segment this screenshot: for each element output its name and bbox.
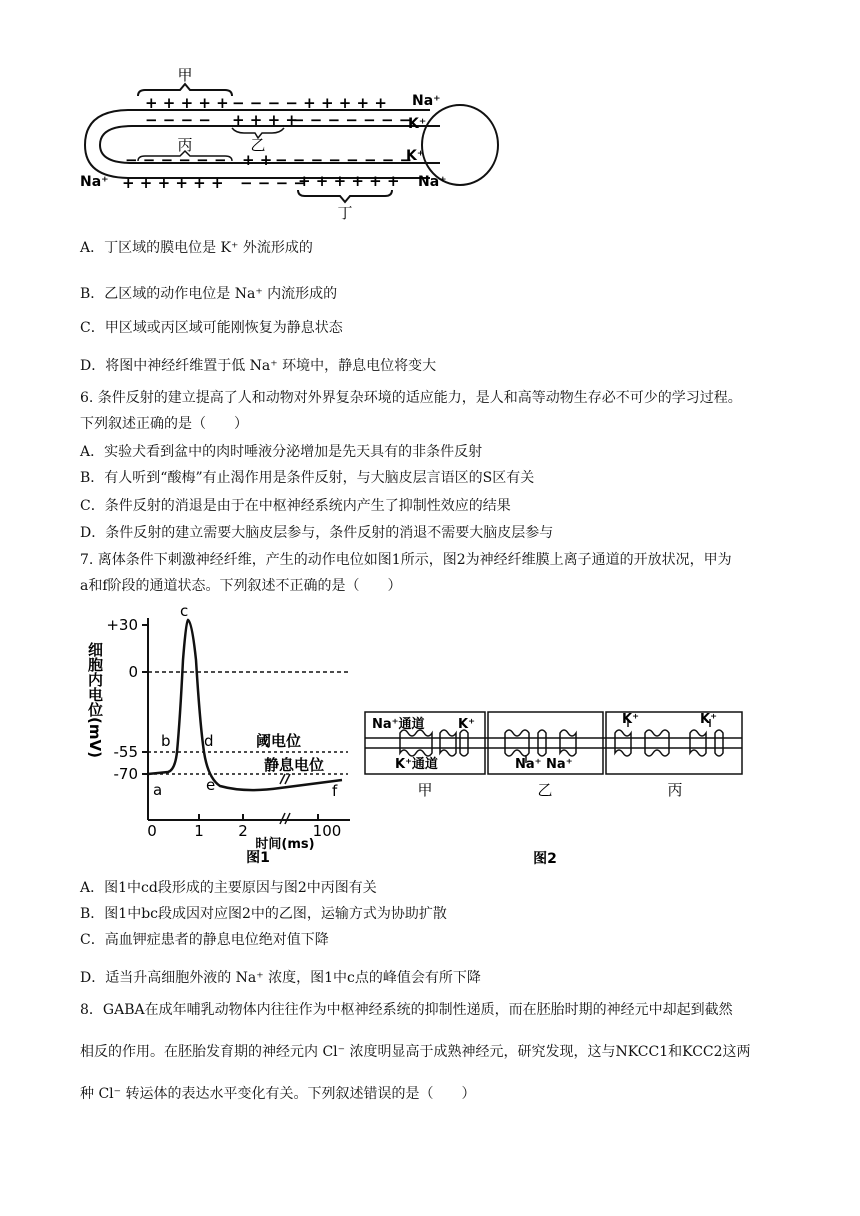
point-e: e [206, 776, 216, 794]
label-ding: 丁 [337, 204, 353, 222]
q5-option-c: C．甲区域或丙区域可能刚恢复为静息状态 [80, 320, 343, 336]
ytick-30: +30 [106, 616, 138, 634]
bot-outer-minus: − − − − [240, 174, 306, 192]
jia-k-top: K⁺ [458, 717, 475, 732]
yi-na-bottom: Na⁺ Na⁺ [515, 757, 573, 772]
q6-option-b: B．有人听到“酸梅”有止渴作用是条件反射，与大脑皮层言语区的S区有关 [80, 470, 535, 486]
top-inner-minus: − − − − [145, 111, 211, 129]
point-b: b [161, 732, 171, 750]
q6-option-d: D．条件反射的建立需要大脑皮层参与，条件反射的消退不需要大脑皮层参与 [80, 525, 554, 541]
channels-jia [400, 730, 468, 756]
na-bottom-right: Na⁺ [418, 174, 447, 190]
q6-stem-line1: 6. 条件反射的建立提高了人和动物对外界复杂环境的适应能力，是人和高等动物生存必不可少的学习过程。 [80, 390, 742, 406]
xtick-2: 2 [238, 822, 248, 840]
label-bing: 丙 [177, 136, 193, 154]
top-inner-minus2: − − − − − − − [292, 111, 412, 129]
q8-line3: 种 Cl⁻ 转运体的表达水平变化有关。下列叙述错误的是（ ） [80, 1086, 476, 1102]
xtick-1: 1 [194, 822, 204, 840]
k-top-right: K⁺ [408, 116, 427, 132]
jia-na-channel: Na⁺通道 [372, 717, 425, 732]
q8-line1: 8．GABA在成年哺乳动物体内往往作为中枢神经系统的抑制性递质，而在胚胎时期的神经元中却起到截然 [80, 1002, 733, 1018]
bing-k-right: K⁺ [700, 712, 717, 727]
point-a: a [153, 781, 163, 799]
fig1-xlabel: 时间(ms) [255, 837, 315, 852]
bing-k-left: K⁺ [622, 712, 639, 727]
q7-option-c: C．高血钾症患者的静息电位绝对值下降 [80, 932, 329, 948]
jia-k-channel: K⁺通道 [395, 757, 438, 772]
panel-yi-label: 乙 [537, 781, 553, 799]
q7-stem-line1: 7. 离体条件下刺激神经纤维，产生的动作电位如图1所示，图2为神经纤维膜上离子通道的开放状况，甲为 [80, 552, 732, 568]
top-outer-minus: − − − − + + + + + [232, 94, 387, 112]
k-mid-right: K⁺ [406, 148, 425, 164]
top-outer-plus: + + + + + [145, 94, 229, 112]
xtick-100: 100 [312, 822, 342, 840]
na-top-right: Na⁺ [412, 93, 441, 109]
action-potential-figure [80, 600, 360, 870]
point-c: c [180, 602, 189, 620]
q7-option-a: A．图1中cd段形成的主要原因与图2中丙图有关 [80, 880, 377, 896]
point-d: d [204, 732, 214, 750]
q8-line2: 相反的作用。在胚胎发育期的神经元内 Cl⁻ 浓度明显高于成熟神经元，研究发现，这与NKCC1和KCC2这两 [80, 1044, 751, 1060]
q7-option-d: D．适当升高细胞外液的 Na⁺ 浓度，图1中c点的峰值会有所下降 [80, 970, 481, 986]
top-inner-plus: + + + + [232, 111, 298, 129]
fig1-ylabel: 细胞内电位(mV) [86, 642, 104, 758]
na-bottom-left: Na⁺ [80, 174, 109, 190]
ytick-70: -70 [113, 765, 138, 783]
bot-inner-minus2: − − − − − − − − [275, 151, 413, 169]
panel-bing-label: 丙 [667, 781, 683, 799]
threshold-label: 阈电位 [256, 732, 302, 750]
fig2-caption: 图2 [533, 851, 557, 865]
label-yi: 乙 [250, 136, 266, 154]
panel-jia-label: 甲 [417, 781, 433, 799]
cell-body [422, 105, 498, 185]
q6-option-a: A．实验犬看到盆中的肉时唾液分泌增加是先天具有的非条件反射 [80, 444, 483, 460]
q6-option-c: C．条件反射的消退是由于在中枢神经系统内产生了抑制性效应的结果 [80, 498, 511, 514]
q5-option-a: A．丁区域的膜电位是 K⁺ 外流形成的 [80, 240, 313, 256]
q6-stem-line2: 下列叙述正确的是（ ） [80, 416, 248, 432]
ytick-0: 0 [128, 663, 138, 681]
bot-outer-plus: + + + + + + [122, 174, 224, 192]
nerve-fiber-figure [0, 0, 860, 225]
fig1-caption: 图1 [246, 850, 270, 866]
xtick-0: 0 [147, 822, 157, 840]
point-f: f [332, 782, 338, 800]
ytick-55: -55 [113, 743, 138, 761]
resting-label: 静息电位 [264, 756, 325, 774]
bot-outer-plus2: + + + + + + [298, 172, 400, 190]
ion-channel-figure [360, 705, 760, 865]
bot-inner-minus: − − − − − − [125, 151, 227, 169]
label-jia: 甲 [177, 66, 193, 84]
q5-option-b: B．乙区域的动作电位是 Na⁺ 内流形成的 [80, 286, 338, 302]
bot-inner-plus: + + [242, 151, 273, 169]
q7-option-b: B．图1中bc段成因对应图2中的乙图，运输方式为协助扩散 [80, 906, 447, 922]
q7-stem-line2: a和f阶段的通道状态。下列叙述不正确的是（ ） [80, 578, 402, 594]
q5-option-d: D．将图中神经纤维置于低 Na⁺ 环境中，静息电位将变大 [80, 358, 437, 374]
